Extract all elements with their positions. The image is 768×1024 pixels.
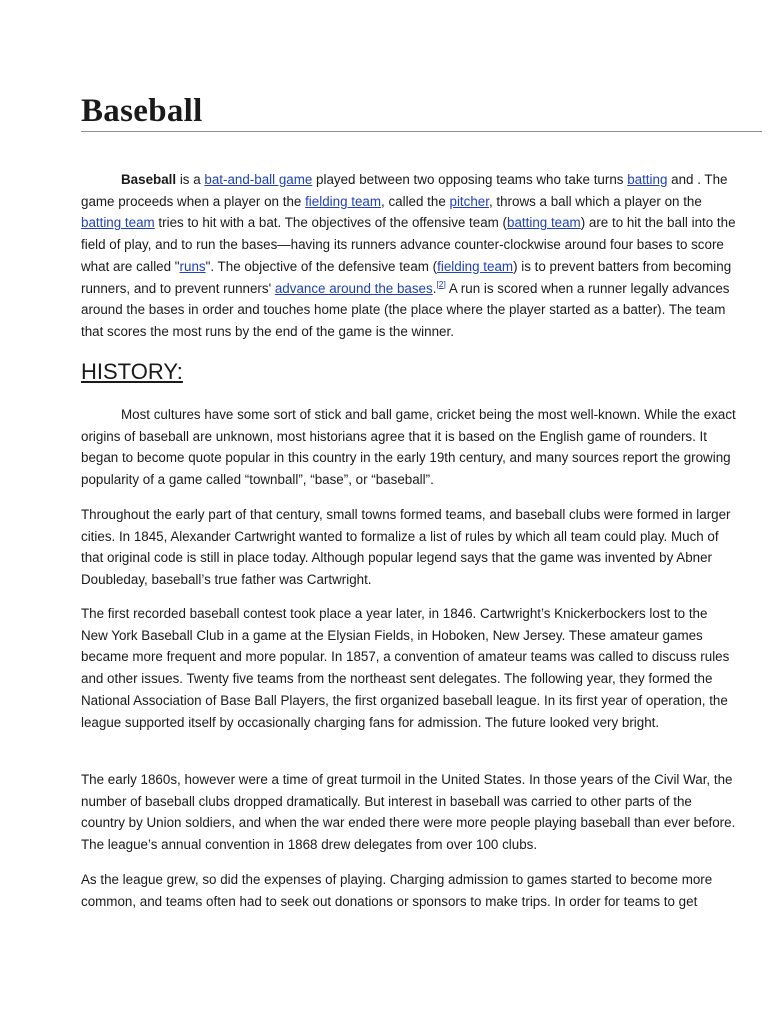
intro-text: ". The objective of the defensive team ( [205,258,438,274]
link-batting-team-2[interactable]: batting team [507,215,581,231]
intro-text: played between two opposing teams who take turns [312,172,628,187]
intro-text: , called the [381,193,450,209]
link-advance-around-the-bases[interactable]: advance around the bases [274,280,433,296]
intro-text: is a [176,172,205,187]
history-paragraph-5-block [81,869,736,912]
history-paragraph-3: The first recorded baseball contest took place a year later, in 1846. Cartwright’s Knickerbockers lost to the New York Baseball Club in a game at the Elysian Fields, in Hoboken, New Jersey. These amateur games became more frequent and more popular. In 1857, a convention of amateur teams was called to discuss rules and other issues. Twenty five teams from the northeast sent delegates. The following year, they formed the National Association of Base Ball Players, the first organized baseball league. In its first year of operation, the league supported itself by occasionally charging fans for admission. The future looked very bright. [81,606,730,730]
history-paragraph-2: Throughout the early part of that century, small towns formed teams, and baseball clubs were formed in larger cities. In 1845, Alexander Cartwright wanted to formalize a list of rules by which all team could play. Much of that original code is still in place today. Although popular legend says that the game was invented by Abner Doubleday, baseball’s true father was Cartwright. [81,507,731,588]
history-paragraph-3-block [81,603,736,733]
link-pitcher[interactable]: pitcher [449,193,489,209]
history-paragraph-4: The early 1860s, however were a time of great turmoil in the United States. In those years of the Civil War, the number of baseball clubs dropped dramatically. But interest in baseball was carried to other parts of the country by Union soldiers, and when the war ended there were more people playing baseball than ever before. The league’s annual convention in 1868 drew delegates from over 100 clubs. [81,772,736,853]
link-batting[interactable]: batting [627,172,668,187]
link-fielding-team-2[interactable]: fielding team [437,258,514,274]
page-title: Baseball [81,93,203,129]
history-paragraph-4-block [81,769,736,856]
intro-paragraph [81,169,736,343]
history-heading: HISTORY: [81,359,183,384]
history-paragraph-1-block [81,404,736,491]
history-paragraph-5: As the league grew, so did the expenses of playing. Charging admission to games started to become more common, and teams often had to seek out donations or sponsors to make trips. In order for teams to get [81,872,713,909]
title-rule [81,131,762,132]
history-paragraph-1: Most cultures have some sort of stick and ball game, cricket being the most well-known. While the exact origins of baseball are unknown, most historians agree that it is based on the English game of rounders. It began to become quote popular in this country in the early 19th century, and many sources report the growing popularity of a game called “townball”, “base”, or “baseball”. [81,407,736,488]
intro-text: ) is to prevent batters from becoming runners, and to prevent runners' [81,258,732,296]
history-paragraph-2-block [81,504,736,591]
intro-text: tries to hit with a bat. The objectives of the offensive team ( [154,215,508,231]
intro-text: ) are to hit the ball into the field of play, and to run the bases—having its runners advance counter-clockwise around four bases to score what are called " [81,215,736,274]
intro-text: A run is scored when a runner legally advances around the bases in order and touches home plate (the place where the player started as a batter). The team that scores the most runs by the end of the game is the winner. [81,280,730,339]
intro-text: . [432,280,437,296]
intro-text: , throws a ball which a player on the [488,193,702,209]
link-batting-team[interactable]: batting team [81,215,155,231]
intro-bold-term: Baseball [121,172,177,187]
intro-text: and . The game proceeds when a player on the [81,172,728,209]
link-runs[interactable]: runs [179,258,206,274]
link-bat-and-ball-game[interactable]: bat-and-ball game [204,172,313,187]
link-fielding-team[interactable]: fielding team [305,193,382,209]
intro-section [81,169,736,343]
footnote-ref-link[interactable]: [2] [436,278,446,289]
